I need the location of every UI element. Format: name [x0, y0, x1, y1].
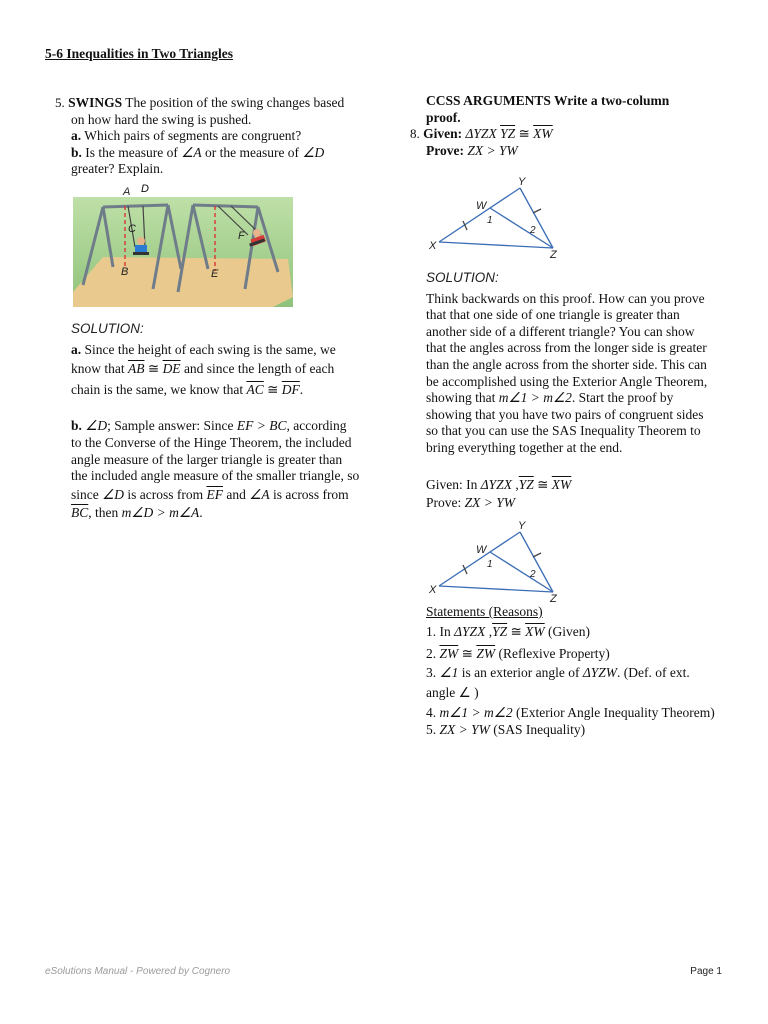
st1-segment-yz: $\overline{YZ}$: [492, 623, 508, 639]
statement-5: [426, 722, 746, 739]
prove-expression: ZX > YW: [463, 142, 518, 158]
fig2-label-1: 1: [487, 559, 493, 570]
st2-segment-zw-1: $\overline{ZW}$: [439, 646, 459, 662]
given2-comma: ,: [511, 476, 519, 492]
fig2-label-z: Z: [550, 593, 557, 605]
prove-line: [410, 143, 730, 160]
statement-3-line2: angle ∠ ): [426, 685, 479, 701]
swing-set-image: [73, 186, 293, 307]
sol-b-angle-d: ∠D: [102, 486, 124, 502]
label-a: A: [123, 186, 131, 198]
statement-3: [426, 665, 746, 682]
st4-inequality: m∠1 > m∠2: [439, 704, 513, 720]
problem-8-number: 8.: [410, 126, 420, 142]
sol-b-line5: [71, 487, 381, 504]
label-e: E: [211, 268, 219, 280]
label-b: B: [121, 266, 129, 278]
label-d: D: [141, 183, 149, 195]
sol-b-text5b: is across from: [123, 486, 207, 502]
st3-reason: . (Def. of ext.: [617, 664, 690, 680]
triangle-figure-2: [425, 522, 565, 604]
given2-congruent: ≅: [533, 476, 552, 492]
segment-ab: $\overline{AB}$: [128, 361, 145, 377]
sol-b-line3: angle measure of the larger triangle is greater than: [71, 451, 343, 467]
p8-sol-text7c: . Start the proof by: [571, 390, 674, 406]
p8-sol-line-4: that the angles across from the longer side is greater: [426, 340, 707, 356]
sol-b-text1: ; Sample answer: Since: [107, 418, 237, 434]
segment-ef: $\overline{EF}$: [206, 486, 223, 502]
fig1-label-y: Y: [518, 176, 526, 188]
given-2: [426, 477, 736, 494]
sol-a-text2a: know that: [71, 361, 128, 377]
given-congruent: ≅: [515, 126, 534, 142]
congruent-sign-2: ≅: [263, 381, 282, 397]
st3-angle: ∠1: [439, 664, 459, 680]
problem-5-number: 5.: [55, 95, 65, 110]
fig1-label-2: 2: [530, 225, 536, 236]
p8-sol-line-9: so that you can use the SAS Inequality Theorem to: [426, 423, 701, 439]
fig2-label-y: Y: [518, 520, 526, 532]
statements: [426, 604, 746, 738]
sol-a-text3b: .: [299, 381, 304, 397]
fig2-label-x: X: [429, 584, 437, 596]
given-line: [410, 126, 730, 143]
part-b-label: b.: [71, 144, 82, 160]
given2-segment-yz: $\overline{YZ}$: [518, 476, 534, 492]
statement-2: [426, 646, 746, 663]
prove2-expression: ZX > YW: [464, 495, 515, 511]
p8-sol-line-6: be accomplished using the Exterior Angle Theorem,: [426, 373, 708, 389]
page-number: Page 1: [690, 966, 722, 977]
st1-reason: (Given): [544, 623, 591, 639]
problem-5-heading: SWINGS: [68, 95, 123, 110]
fig1-label-w: W: [476, 200, 487, 212]
fig1-label-1: 1: [487, 215, 493, 226]
page-title: 5-6 Inequalities in Two Triangles: [45, 46, 234, 61]
st3-a: 3.: [426, 664, 440, 680]
segment-df: $\overline{DF}$: [281, 381, 300, 397]
fig2-label-2: 2: [530, 569, 536, 580]
sol-b-inequality: EF > BC: [236, 418, 287, 434]
problem-5-intro-line2: on how hard the swing is pushed.: [71, 111, 252, 127]
sol-b-text6a: , then: [88, 505, 122, 521]
p8-sol-line-7: [426, 390, 736, 407]
prove-label: Prove:: [426, 142, 464, 158]
given2-text-a: Given: In: [426, 476, 481, 492]
sol-a-line2: [71, 361, 381, 378]
p8-sol-line-3: another side of a different triangle? You can show: [426, 323, 695, 339]
sol-b-line1: [71, 418, 381, 435]
st1-triangle: ΔYZX: [454, 623, 486, 639]
angle-d: ∠D: [302, 144, 325, 160]
segment-bc: $\overline{BC}$: [71, 505, 89, 521]
sol-b-text6c: .: [199, 505, 203, 521]
st3-triangle: ΔYZW: [582, 664, 617, 680]
p8-sol-line-2: that that one side of one triangle is greater than: [426, 307, 680, 323]
st1-congruent: ≅: [507, 623, 526, 639]
st5-reason: (SAS Inequality): [489, 721, 586, 737]
p8-sol-line-10: bring everything together at the end.: [426, 439, 623, 455]
segment-yz: $\overline{YZ}$: [500, 126, 516, 142]
swing-set-illustration: [73, 186, 293, 307]
problem-5-solution: [71, 321, 381, 522]
given-label: Given:: [423, 126, 463, 142]
segment-xw: $\overline{XW}$: [533, 126, 553, 142]
sol-b-line4: the included angle measure of the smaller triangle, so: [71, 468, 360, 484]
sol-b-text5d: is across from: [269, 486, 349, 502]
prove-2: [426, 495, 736, 512]
fig2-label-w: W: [476, 544, 487, 556]
problem-5-part-a: [55, 128, 375, 145]
part-a-label: a.: [71, 128, 82, 144]
sol-a-text1: Since the height of each swing is the same, we: [81, 341, 336, 357]
problem-5-part-b: [55, 145, 375, 162]
sol-b-text5a: since: [71, 486, 103, 502]
statements-heading: Statements (Reasons): [426, 604, 543, 619]
p8-sol-line-1: Think backwards on this proof. How can you prove: [426, 290, 705, 306]
sol-b-text1c: , according: [286, 418, 347, 434]
statement-4: [426, 705, 746, 722]
sol-b-angle: ∠D: [81, 418, 108, 434]
sol-a-label: a.: [71, 341, 82, 357]
problem-5-intro: The position of the swing changes based: [122, 95, 345, 110]
problem-5-line1: [55, 95, 375, 112]
congruent-sign: ≅: [144, 361, 163, 377]
label-c: C: [128, 223, 136, 235]
sol-a-line1: [71, 342, 381, 359]
statement-1: [426, 624, 746, 641]
given-triangle: ΔYZX: [462, 126, 501, 142]
st2-congruent: ≅: [458, 646, 477, 662]
st5-inequality: ZX > YW: [439, 721, 490, 737]
ccss-heading-2: proof.: [426, 109, 461, 125]
segment-de: $\overline{DE}$: [162, 361, 181, 377]
prove2-label: Prove:: [426, 495, 465, 511]
angle-a: ∠A: [181, 144, 202, 160]
st4-a: 4.: [426, 704, 440, 720]
part-b-line2: greater? Explain.: [71, 161, 164, 177]
triangle-figure-1: [425, 178, 565, 260]
st1-a: 1. In: [426, 623, 455, 639]
sol-b-conclusion: m∠D > m∠A: [121, 505, 200, 521]
st4-reason: (Exterior Angle Inequality Theorem): [512, 704, 715, 720]
problem-8: [410, 93, 730, 159]
p8-solution-label: SOLUTION:: [426, 270, 499, 285]
st1-comma: ,: [485, 623, 493, 639]
sol-b-label: b.: [71, 418, 82, 434]
sol-b-line6: [71, 505, 381, 522]
st2-a: 2.: [426, 646, 440, 662]
part-b-text2: or the measure of: [201, 144, 303, 160]
sol-b-text5c: and: [222, 486, 250, 502]
sol-a-line3: [71, 382, 381, 399]
footer-credit: eSolutions Manual - Powered by Cognero: [45, 966, 231, 977]
sol-a-text3a: chain is the same, we know that: [71, 381, 247, 397]
given2-segment-xw: $\overline{XW}$: [551, 476, 572, 492]
segment-ac: $\overline{AC}$: [246, 381, 264, 397]
st2-segment-zw-2: $\overline{ZW}$: [476, 646, 496, 662]
p8-sol-line-8: showing that you have two pairs of congruent sides: [426, 406, 704, 422]
sol-a-text2b: and since the length of each: [180, 361, 335, 377]
st1-segment-xw: $\overline{XW}$: [525, 623, 545, 639]
sol-b-line2: to the Converse of the Hinge Theorem, the included: [71, 434, 352, 450]
sol-b-angle-a: ∠A: [249, 486, 270, 502]
st3-text: is an exterior angle of: [458, 664, 583, 680]
solution-label: SOLUTION:: [71, 321, 144, 336]
part-a-text: Which pairs of segments are congruent?: [81, 128, 302, 144]
part-b-text1: Is the measure of: [81, 144, 182, 160]
ccss-heading: CCSS ARGUMENTS Write a two-column: [426, 93, 670, 108]
p8-sol-line-5: than the angle across from the shorter side. This can: [426, 356, 707, 372]
st2-reason: (Reflexive Property): [495, 646, 610, 662]
problem-8-solution: [426, 270, 736, 512]
p8-sol-angle-ineq: m∠1 > m∠2: [498, 390, 572, 406]
given2-triangle: ΔYZX: [480, 476, 512, 492]
problem-5: [55, 95, 375, 178]
label-f: F: [238, 230, 245, 242]
fig1-label-z: Z: [550, 249, 557, 261]
fig1-label-x: X: [429, 240, 437, 252]
st5-a: 5.: [426, 721, 440, 737]
p8-sol-text7a: showing that: [426, 390, 499, 406]
